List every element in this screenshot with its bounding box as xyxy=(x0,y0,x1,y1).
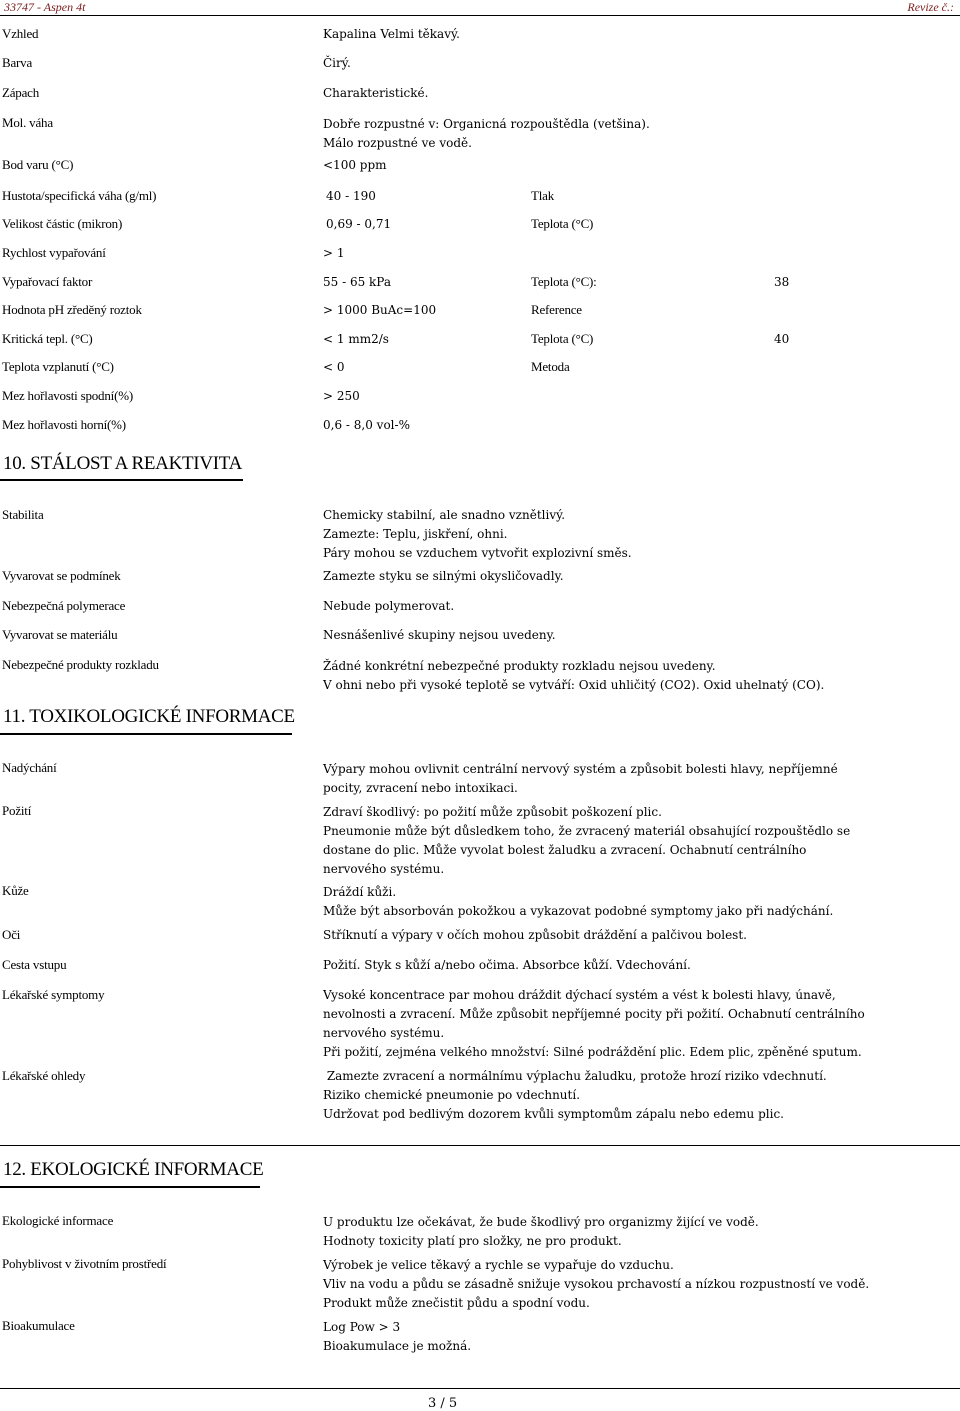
ingestion-label: Požití xyxy=(2,803,32,818)
symptoms-label: Lékařské symptomy xyxy=(2,987,105,1002)
flash-point-label: Teplota vzplanutí (°C) xyxy=(2,359,114,374)
odor-value: Charakteristické. xyxy=(323,86,429,100)
ph-label: Hodnota pH zředěný roztok xyxy=(2,302,142,317)
section-10-underline xyxy=(0,479,243,481)
inhalation-label: Nadýchání xyxy=(2,760,57,775)
appearance-label: Vzhled xyxy=(2,26,39,41)
footer-divider xyxy=(0,1388,960,1389)
temperature-label-3: Teplota (°C) xyxy=(531,331,594,346)
polymerization-label: Nebezpečná polymerace xyxy=(2,598,126,613)
molweight-value: Dobře rozpustné v: Organicná rozpouštědla (vetšina). Málo rozpustné ve vodě. xyxy=(323,117,650,150)
temperature-label-1: Teplota (°C) xyxy=(531,216,594,231)
bioaccumulation-label: Bioakumulace xyxy=(2,1318,75,1333)
ingestion-value: Zdraví škodlivý: po požití může způsobit poškození plic. Pneumonie může být důsledkem toho, že zvracený materiál obsahující rozpouštědlo se dostane do plic. Může vyvolat bolest žaludku a zvracení. Ochabnutí centrálního nervového systému. xyxy=(323,805,851,876)
route-value: Požití. Styk s kůží a/nebo očima. Absorbce kůží. Vdechování. xyxy=(323,958,691,972)
mobility-label: Pohyblivost v životním prostředí xyxy=(2,1256,167,1271)
particle-label: Velikost částic (mikron) xyxy=(2,216,123,231)
route-label: Cesta vstupu xyxy=(2,957,67,972)
materials-label: Vyvarovat se materiálu xyxy=(2,627,118,642)
stability-label: Stabilita xyxy=(2,507,44,522)
boiling-value: <100 ppm xyxy=(323,158,387,172)
revision-label: Revize č.: xyxy=(907,0,954,14)
critical-temp-label: Kritická tepl. (°C) xyxy=(2,331,93,346)
lower-flammability-value: > 250 xyxy=(323,389,360,403)
critical-temp-value: < 1 mm2/s xyxy=(323,332,389,346)
section-10-title: 10. STÁLOST A REAKTIVITA xyxy=(3,453,242,474)
section-11-underline xyxy=(0,733,292,735)
density-value: 40 - 190 xyxy=(326,189,376,203)
color-label: Barva xyxy=(2,55,33,70)
method-label: Metoda xyxy=(531,359,570,374)
decomposition-label: Nebezpečné produkty rozkladu xyxy=(2,657,159,672)
section-12-title: 12. EKOLOGICKÉ INFORMACE xyxy=(3,1159,264,1180)
inhalation-value: Výpary mohou ovlivnit centrální nervový systém a způsobit bolesti hlavy, nepříjemné pocity, zvracení nebo intoxikaci. xyxy=(323,762,838,795)
pressure-label: Tlak xyxy=(531,188,555,203)
skin-label: Kůže xyxy=(2,883,29,898)
particle-value: 0,69 - 0,71 xyxy=(326,217,392,231)
skin-value: Dráždí kůži. Může být absorbován pokožkou a vykazovat podobné symptomy jako při nadýchání. xyxy=(323,885,834,918)
conditions-label: Vyvarovat se podmínek xyxy=(2,568,121,583)
ph-value: > 1000 BuAc=100 xyxy=(323,303,437,317)
color-value: Čirý. xyxy=(323,56,351,70)
boiling-label: Bod varu (°C) xyxy=(2,157,74,172)
upper-flammability-value: 0,6 - 8,0 vol-% xyxy=(323,418,410,432)
page-number: 3 / 5 xyxy=(428,1396,458,1411)
decomposition-value: Žádné konkrétní nebezpečné produkty rozkladu nejsou uvedeny. V ohni nebo při vysoké teplotě se vytváří: Oxid uhličitý (CO2). Oxid uhelnatý (CO). xyxy=(323,659,825,692)
flash-point-value: < 0 xyxy=(323,360,345,374)
evaporation-rate-label: Rychlost vypařování xyxy=(2,245,106,260)
evaporation-factor-value: 55 - 65 kPa xyxy=(323,275,391,289)
odor-label: Zápach xyxy=(2,85,40,100)
ecological-label: Ekologické informace xyxy=(2,1213,114,1228)
ecological-value: U produktu lze očekávat, že bude škodlivý pro organizmy žijící ve vodě. Hodnoty toxicity platí pro složky, ne pro produkt. xyxy=(323,1215,759,1248)
molweight-label: Mol. váha xyxy=(2,115,53,130)
document-code: 33747 - Aspen 4t xyxy=(4,0,86,14)
eyes-label: Oči xyxy=(2,927,21,942)
lower-flammability-label: Mez hořlavosti spodní(%) xyxy=(2,388,133,403)
medical-label: Lékařské ohledy xyxy=(2,1068,86,1083)
symptoms-value: Vysoké koncentrace par mohou dráždit dýchací systém a vést k bolesti hlavy, únavě, nevolnosti a zvracení. Může způsobit nepříjemné pocity při požití. Ochabnutí centrálního nervového systému. Při požití, zejména velkého množství: Silné podráždění plic. Edem plic, zpěněné sputum. xyxy=(323,988,865,1059)
temperature-value-2: 38 xyxy=(774,275,790,289)
section-11-divider xyxy=(0,1145,960,1146)
conditions-value: Zamezte styku se silnými okysličovadly. xyxy=(323,569,564,583)
temperature-label-2: Teplota (°C): xyxy=(531,274,597,289)
section-12-underline xyxy=(0,1186,260,1188)
appearance-value: Kapalina Velmi těkavý. xyxy=(323,27,460,41)
section-11-title: 11. TOXIKOLOGICKÉ INFORMACE xyxy=(3,706,295,727)
stability-value: Chemicky stabilní, ale snadno vznětlivý. Zamezte: Teplu, jiskření, ohni. Páry mohou se vzduchem vytvořit explozivní směs. xyxy=(323,508,632,560)
eyes-value: Stříknutí a výpary v očích mohou způsobit dráždění a palčivou bolest. xyxy=(323,928,747,942)
header-divider xyxy=(0,15,960,16)
materials-value: Nesnášenlivé skupiny nejsou uvedeny. xyxy=(323,628,556,642)
reference-label: Reference xyxy=(531,302,582,317)
upper-flammability-label: Mez hořlavosti horní(%) xyxy=(2,417,126,432)
evaporation-factor-label: Vypařovací faktor xyxy=(2,274,93,289)
polymerization-value: Nebude polymerovat. xyxy=(323,599,455,613)
temperature-value-3: 40 xyxy=(774,332,790,346)
bioaccumulation-value: Log Pow > 3 Bioakumulace je možná. xyxy=(323,1320,472,1353)
density-label: Hustota/specifická váha (g/ml) xyxy=(2,188,157,203)
evaporation-rate-value: > 1 xyxy=(323,246,345,260)
mobility-value: Výrobek je velice těkavý a rychle se vypařuje do vzduchu. Vliv na vodu a půdu se zásadně snižuje vysokou prchavostí a nízkou rozpustností ve vodě. Produkt může znečistit půdu a spodní vodu. xyxy=(323,1258,870,1310)
medical-value: Zamezte zvracení a normálnímu výplachu žaludku, protože hrozí riziko vdechnutí. Riziko chemické pneumonie po vdechnutí. Udržovat pod bedlivým dozorem kvůli symptomům zápalu nebo edemu plic. xyxy=(323,1069,827,1121)
